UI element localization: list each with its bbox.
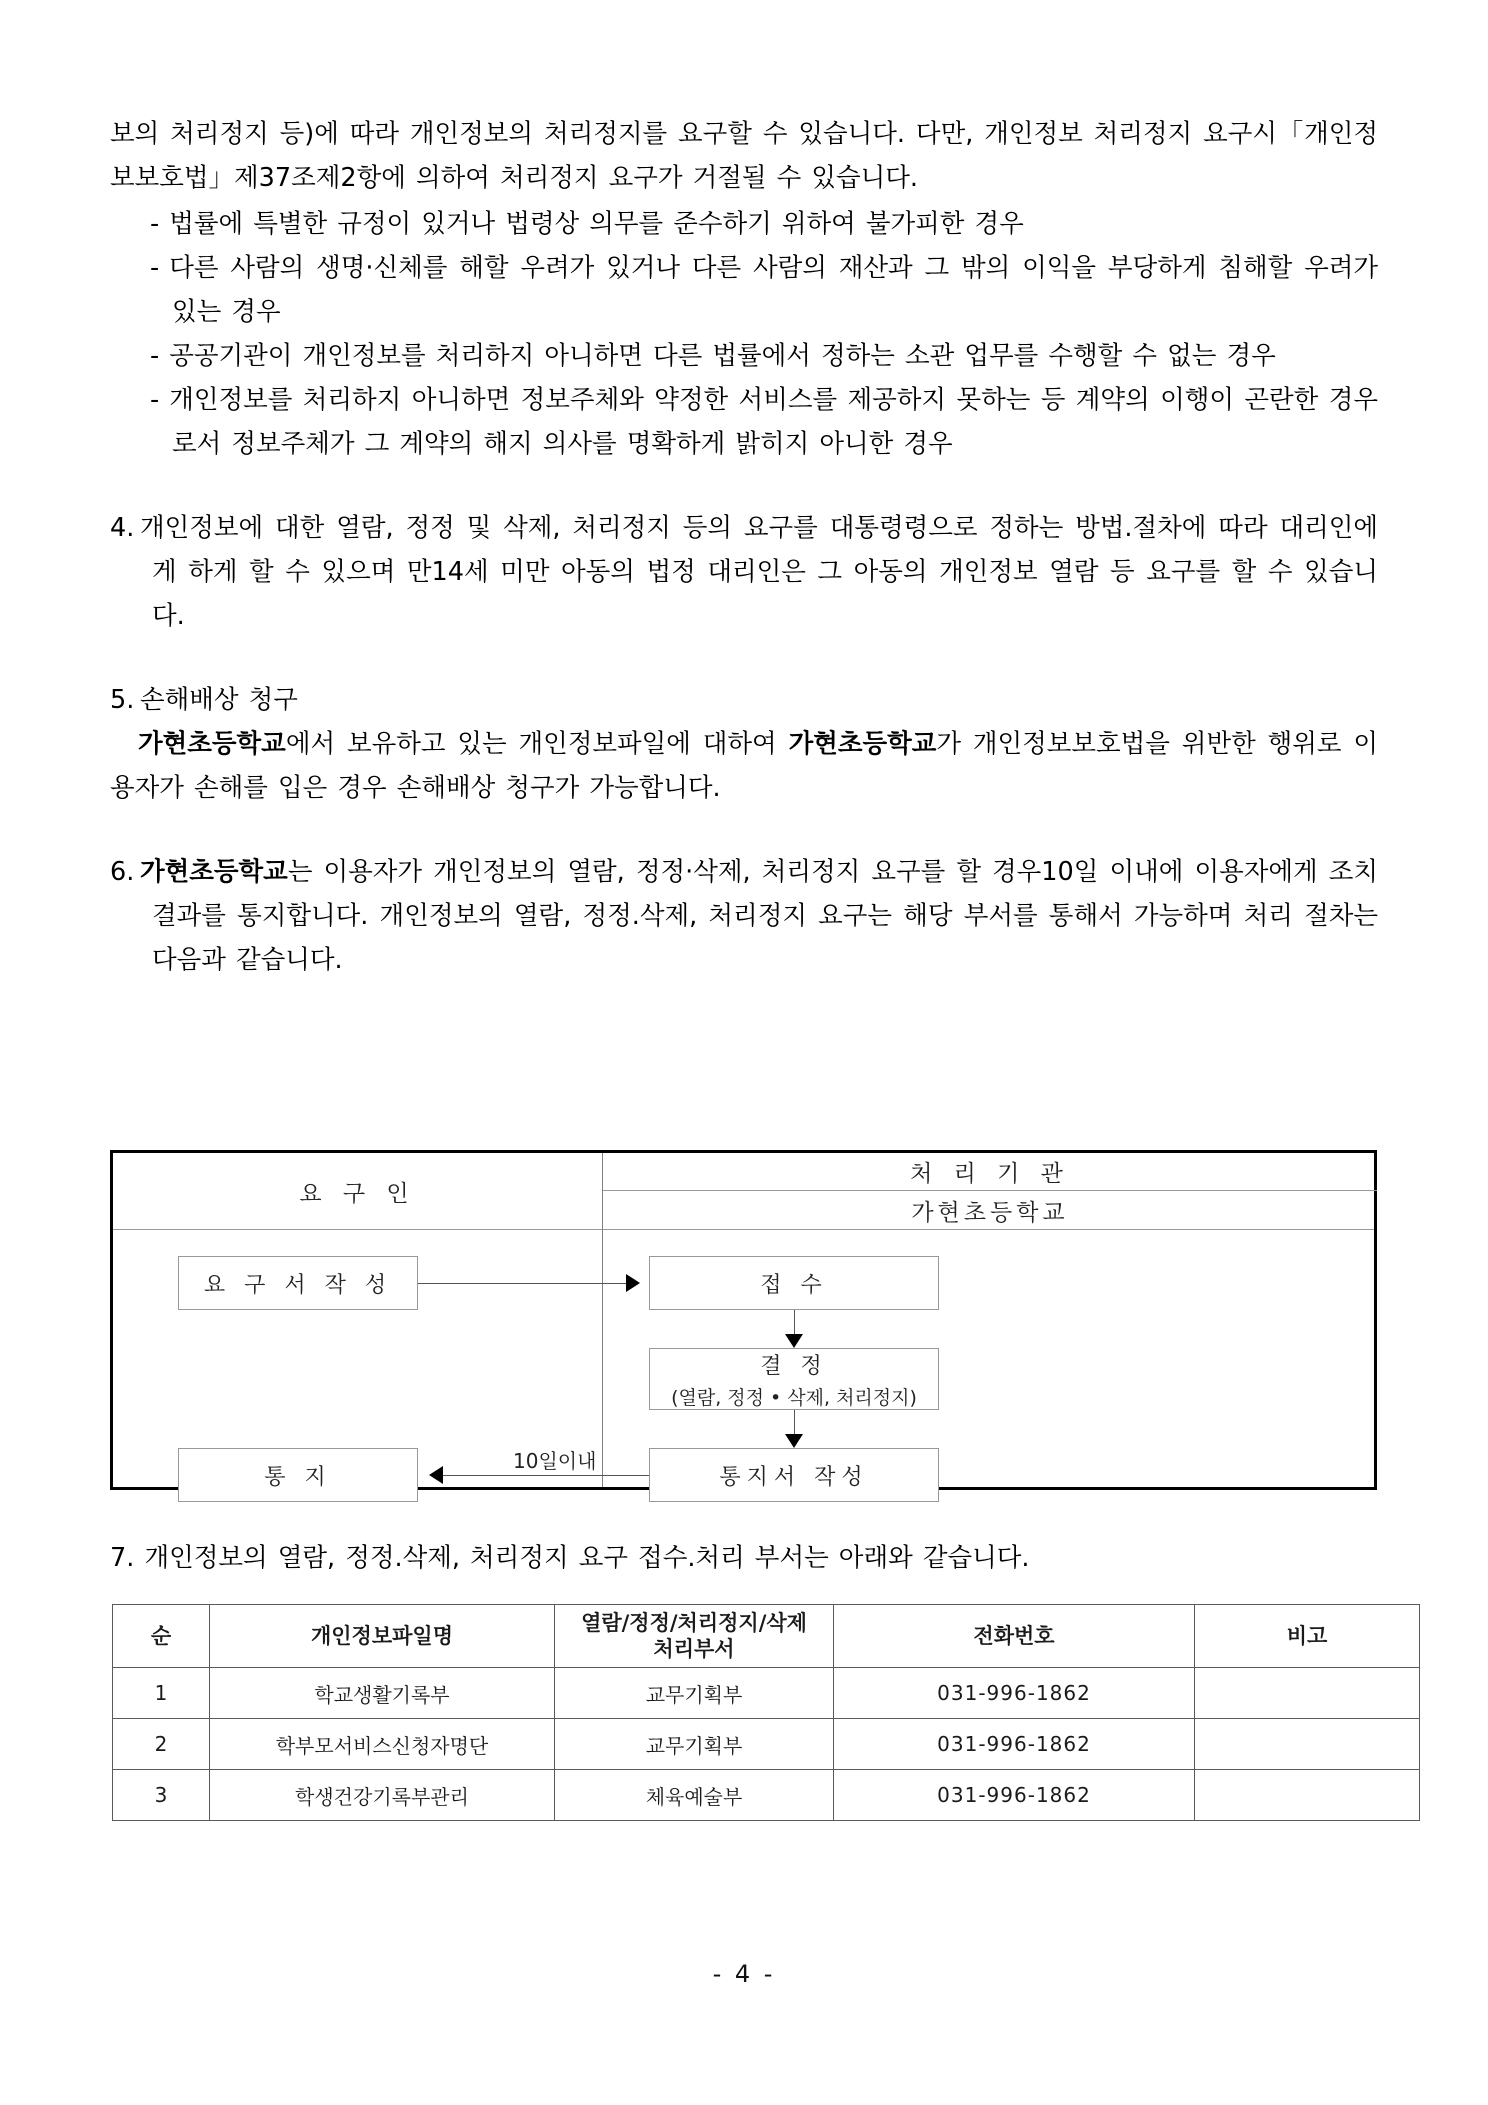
cell-phone: 031-996-1862 [834,1770,1195,1821]
flow-box-decision-label: 결 정 [760,1353,828,1379]
section-5-number: 5. [110,685,135,715]
section-item-4 [110,506,1378,638]
section-7-number: 7. [110,1543,135,1573]
flow-edge-label-10days: 10일이내 [513,1449,597,1473]
school-name-bold: 가현초등학교 [140,857,288,887]
lead-paragraph-block [110,112,1378,200]
section-4-text: 개인정보에 대한 열람, 정정 및 삭제, 처리정지 등의 요구를 대통령령으로 정하는 방법.절차에 따라 대리인에게 하게 할 수 있으며 만14세 미만 아동의 법정 대리인은 그 아동의 개인정보 열람 등 요구를 할 수 있습니다. [140,513,1378,631]
bullet-dash: - [150,209,160,239]
cell-file-name: 학교생활기록부 [210,1668,555,1719]
flow-header-agency: 처 리 기 관 [603,1153,1377,1191]
bullet-text: 다른 사람의 생명·신체를 해할 우려가 있거나 다른 사람의 재산과 그 밖의 이익을 부당하게 침해할 우려가 있는 경우 [169,253,1378,327]
bullet-dash: - [150,341,160,371]
section-5-body-part1: 에서 보유하고 있는 개인정보파일에 대하여 [285,729,789,759]
flow-connector-request-to-receive [418,1283,626,1284]
flow-connector-receive-to-decision [794,1310,795,1336]
cell-phone: 031-996-1862 [834,1719,1195,1770]
bullet-text: 개인정보를 처리하지 아니하면 정보주체와 약정한 서비스를 제공하지 못하는 등 계약의 이행이 곤란한 경우로서 정보주체가 그 계약의 해지 의사를 명확하게 밝히지 아니한 경우 [169,385,1378,459]
table-header-dept-line2: 처리부서 [653,1637,735,1661]
cell-no: 2 [113,1719,210,1770]
flow-connector-notice-to-inform [443,1475,649,1476]
cell-dept: 교무기획부 [555,1719,834,1770]
section-item-7 [110,1536,1378,1580]
flow-arrow-right-receive [626,1274,640,1292]
section-item-5 [110,678,1378,722]
table-header-file-name: 개인정보파일명 [210,1605,555,1668]
table-row [113,1719,1420,1770]
flow-header-school: 가현초등학교 [911,1199,1069,1226]
cell-note [1195,1770,1420,1821]
school-name-bold: 가현초등학교 [788,729,937,759]
section-item-6 [110,850,1378,982]
exception-bullet-list [110,202,1378,466]
bullet-dash: - [150,385,160,415]
list-item [132,334,1378,378]
bullet-text: 공공기관이 개인정보를 처리하지 아니하면 다른 법률에서 정하는 소관 업무를 수행할 수 없는 경우 [169,341,1276,371]
section-6-text: 는 이용자가 개인정보의 열람, 정정·삭제, 처리정지 요구를 할 경우10일 이내에 이용자에게 조치 결과를 통지합니다. 개인정보의 열람, 정정.삭제, 처리정지 요구는 해당 부서를 통해서 가능하며 처리 절차는 다음과 같습니다. [152,857,1378,975]
section-6-number: 6. [110,857,135,887]
page-number: - 4 - [712,1960,776,1988]
bullet-text: 법률에 특별한 규정이 있거나 법령상 의무를 준수하기 위하여 불가피한 경우 [169,209,1024,239]
cell-note [1195,1719,1420,1770]
school-name-bold: 가현초등학교 [138,729,286,759]
bullet-dash: - [150,253,160,283]
department-table [112,1604,1420,1821]
cell-no: 1 [113,1668,210,1719]
table-header-note: 비고 [1195,1605,1420,1668]
table-body [113,1668,1420,1821]
flow-header-requester: 요 구 인 [299,1180,416,1207]
cell-note [1195,1668,1420,1719]
lead-paragraph: 보의 처리정지 등)에 따라 개인정보의 처리정지를 요구할 수 있습니다. 다만, 개인정보 처리정지 요구시「개인정보보호법」제37조제2항에 의하여 처리정지 요구가 거절될 수 있습니다. [110,119,1378,193]
document-body [110,112,1378,982]
section-5-body [110,722,1378,810]
flow-box-receive-label: 접 수 [760,1272,828,1298]
flow-header-divider [113,1229,1374,1230]
table-row [113,1668,1420,1719]
section-7-text: 개인정보의 열람, 정정.삭제, 처리정지 요구 접수.처리 부서는 아래와 같습니다. [144,1543,1030,1573]
cell-phone: 031-996-1862 [834,1668,1195,1719]
cell-file-name: 학부모서비스신청자명단 [210,1719,555,1770]
list-item [132,202,1378,246]
table-header-phone: 전화번호 [834,1605,1195,1668]
section-5-body-part2: 가 개인정보보호법을 위반한 행위로 이용자가 손해를 입은 경우 손해배상 청구가 가능합니다. [110,729,1378,803]
table-header-dept-line1: 열람/정정/처리정지/삭제 [581,1611,807,1635]
section-5-title: 손해배상 청구 [140,685,298,715]
table-header-dept [555,1605,834,1668]
flow-box-inform [178,1448,418,1502]
cell-no: 3 [113,1770,210,1821]
flow-column-divider [602,1153,603,1487]
flow-box-decision-sublabel: (열람, 정정 • 삭제, 처리정지) [671,1386,917,1409]
cell-file-name: 학생건강기록부관리 [210,1770,555,1821]
department-table-wrapper [112,1604,1374,1821]
table-header-row [113,1605,1420,1668]
flow-arrow-down-decision [785,1334,803,1348]
flow-box-receive [649,1256,939,1310]
flow-arrow-down-notice [785,1434,803,1448]
table-head [113,1605,1420,1668]
table-header-no: 순 [113,1605,210,1668]
flow-box-decision [649,1348,939,1410]
flow-connector-decision-to-notice [794,1410,795,1436]
flow-box-request-form [178,1256,418,1310]
flow-box-inform-label: 통 지 [264,1464,332,1490]
cell-dept: 교무기획부 [555,1668,834,1719]
table-row [113,1770,1420,1821]
flow-box-request-form-label: 요 구 서 작 성 [203,1272,393,1298]
process-flow-diagram [110,1150,1377,1490]
section-4-number: 4. [110,513,135,543]
flow-box-notice-document [649,1448,939,1502]
flow-box-notice-document-label: 통지서 작성 [719,1464,869,1490]
list-item [132,246,1378,334]
list-item [132,378,1378,466]
flow-arrow-left-inform [429,1466,443,1484]
cell-dept: 체육예술부 [555,1770,834,1821]
